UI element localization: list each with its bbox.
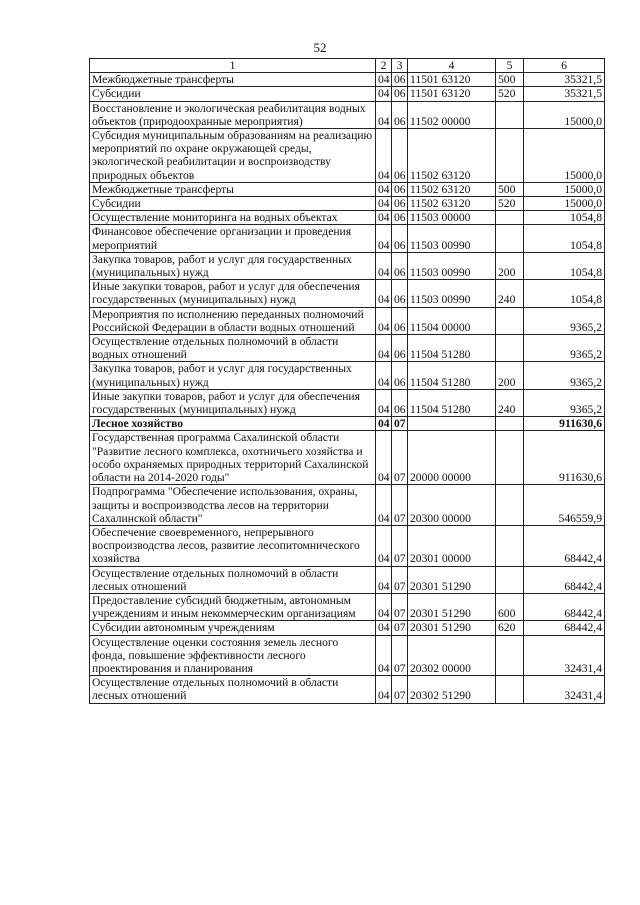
row-expense-type [496,129,524,183]
row-subsection: 06 [392,197,408,211]
row-amount: 9365,2 [524,335,605,362]
row-target-article: 11502 63120 [408,182,496,196]
row-target-article: 11502 63120 [408,129,496,183]
row-expense-type [496,211,524,225]
row-target-article: 11504 00000 [408,307,496,334]
row-name: Закупка товаров, работ и услуг для государственных (муниципальных) нужд [90,252,376,279]
row-amount: 68442,4 [524,525,605,566]
row-expense-type [496,676,524,703]
header-cell-3: 3 [392,59,408,73]
row-name: Закупка товаров, работ и услуг для государственных (муниципальных) нужд [90,362,376,389]
row-section: 04 [376,635,392,676]
row-name: Осуществление мониторинга на водных объектах [90,211,376,225]
table-row [90,280,605,307]
row-subsection: 07 [392,593,408,620]
table-row [90,593,605,620]
row-amount: 15000,0 [524,197,605,211]
row-amount: 1054,8 [524,225,605,252]
table-row [90,525,605,566]
row-expense-type: 500 [496,73,524,87]
row-subsection: 07 [392,676,408,703]
row-subsection: 06 [392,307,408,334]
table-row [90,225,605,252]
header-cell-4: 4 [408,59,496,73]
header-cell-1: 1 [90,59,376,73]
row-subsection: 06 [392,335,408,362]
row-target-article [408,417,496,431]
row-subsection: 07 [392,485,408,526]
row-target-article: 11504 51280 [408,362,496,389]
row-section: 04 [376,389,392,416]
row-section: 04 [376,525,392,566]
row-section: 04 [376,676,392,703]
row-target-article: 20300 00000 [408,485,496,526]
row-section: 04 [376,225,392,252]
row-amount: 68442,4 [524,621,605,635]
row-subsection: 06 [392,87,408,101]
row-section: 04 [376,280,392,307]
row-name: Субсидии автономным учреждениям [90,621,376,635]
table-row [90,566,605,593]
row-section: 04 [376,211,392,225]
row-subsection: 06 [392,129,408,183]
row-expense-type [496,417,524,431]
row-target-article: 11503 00990 [408,225,496,252]
header-cell-6: 6 [524,59,605,73]
row-subsection: 06 [392,182,408,196]
row-amount: 68442,4 [524,593,605,620]
table-row [90,129,605,183]
row-expense-type: 620 [496,621,524,635]
row-target-article: 20302 00000 [408,635,496,676]
row-subsection: 06 [392,362,408,389]
table-header-row [90,59,605,73]
row-subsection: 06 [392,225,408,252]
table-row [90,211,605,225]
row-expense-type [496,566,524,593]
row-expense-type: 200 [496,362,524,389]
row-name: Осуществление отдельных полномочий в области лесных отношений [90,676,376,703]
table-row [90,182,605,196]
row-expense-type: 520 [496,197,524,211]
row-subsection: 06 [392,211,408,225]
row-name: Мероприятия по исполнению переданных полномочий Российской Федерации в области водных отношений [90,307,376,334]
row-section: 04 [376,485,392,526]
row-name: Межбюджетные трансферты [90,182,376,196]
row-expense-type [496,225,524,252]
table-row [90,389,605,416]
row-expense-type: 520 [496,87,524,101]
row-amount: 9365,2 [524,307,605,334]
row-subsection: 06 [392,389,408,416]
row-name: Финансовое обеспечение организации и проведения мероприятий [90,225,376,252]
row-target-article: 11502 63120 [408,197,496,211]
row-amount: 35321,5 [524,87,605,101]
row-amount: 1054,8 [524,252,605,279]
row-target-article: 11503 00990 [408,280,496,307]
row-name: Субсидия муниципальным образованиям на реализацию мероприятий по охране окружающей среды, экологической реабилитации и воспроизводству природных объектов [90,129,376,183]
row-name: Межбюджетные трансферты [90,73,376,87]
row-target-article: 11501 63120 [408,87,496,101]
row-expense-type [496,525,524,566]
table-row [90,335,605,362]
row-subsection: 07 [392,566,408,593]
row-amount: 35321,5 [524,73,605,87]
row-expense-type [496,101,524,128]
row-name: Обеспечение своевременного, непрерывного воспроизводства лесов, развитие лесопитомнического хозяйства [90,525,376,566]
row-name: Предоставление субсидий бюджетным, автономным учреждениям и иным некоммерческим организациям [90,593,376,620]
row-subsection: 07 [392,635,408,676]
row-target-article: 20301 00000 [408,525,496,566]
table-row [90,621,605,635]
row-name: Лесное хозяйство [90,417,376,431]
row-amount: 68442,4 [524,566,605,593]
row-name: Иные закупки товаров, работ и услуг для обеспечения государственных (муниципальных) нужд [90,280,376,307]
row-expense-type [496,635,524,676]
row-expense-type [496,431,524,485]
row-target-article: 11502 00000 [408,101,496,128]
row-amount: 15000,0 [524,182,605,196]
table-row [90,307,605,334]
row-name: Осуществление отдельных полномочий в области водных отношений [90,335,376,362]
row-target-article: 11503 00000 [408,211,496,225]
row-section: 04 [376,566,392,593]
row-section: 04 [376,252,392,279]
row-amount: 32431,4 [524,676,605,703]
row-section: 04 [376,335,392,362]
row-amount: 9365,2 [524,389,605,416]
row-name: Осуществление отдельных полномочий в области лесных отношений [90,566,376,593]
row-name: Подпрограмма "Обеспечение использования, охраны, защиты и воспроизводства лесов на территории Сахалинской области" [90,485,376,526]
row-name: Государственная программа Сахалинской области "Развитие лесного комплекса, охотничьего хозяйства и особо охраняемых природных территорий Сахалинской области на 2014-2020 годы" [90,431,376,485]
row-section: 04 [376,593,392,620]
row-section: 04 [376,307,392,334]
row-expense-type: 600 [496,593,524,620]
row-amount: 15000,0 [524,129,605,183]
row-expense-type: 500 [496,182,524,196]
page-number: 52 [313,40,327,55]
table-row [90,676,605,703]
row-section: 04 [376,129,392,183]
row-expense-type: 240 [496,389,524,416]
header-cell-2: 2 [376,59,392,73]
row-section: 04 [376,362,392,389]
row-section: 04 [376,101,392,128]
table-row [90,635,605,676]
row-section: 04 [376,87,392,101]
row-expense-type: 240 [496,280,524,307]
row-target-article: 20000 00000 [408,431,496,485]
row-amount: 1054,8 [524,211,605,225]
row-amount: 911630,6 [524,431,605,485]
row-section: 04 [376,73,392,87]
table-row [90,431,605,485]
row-expense-type: 200 [496,252,524,279]
row-target-article: 20301 51290 [408,566,496,593]
row-target-article: 20301 51290 [408,593,496,620]
table-row [90,362,605,389]
row-target-article: 20301 51290 [408,621,496,635]
row-target-article: 11504 51280 [408,389,496,416]
row-subsection: 06 [392,252,408,279]
row-section: 04 [376,197,392,211]
row-target-article: 11501 63120 [408,73,496,87]
header-cell-5: 5 [496,59,524,73]
row-subsection: 07 [392,525,408,566]
row-name: Субсидии [90,87,376,101]
row-target-article: 11504 51280 [408,335,496,362]
row-section: 04 [376,431,392,485]
row-amount: 911630,6 [524,417,605,431]
row-subsection: 06 [392,280,408,307]
row-name: Осуществление оценки состояния земель лесного фонда, повышение эффективности лесного проектирования и планирования [90,635,376,676]
row-name: Иные закупки товаров, работ и услуг для обеспечения государственных (муниципальных) нужд [90,389,376,416]
row-section: 04 [376,621,392,635]
row-section: 04 [376,182,392,196]
row-amount: 1054,8 [524,280,605,307]
table-row [90,417,605,431]
row-name: Субсидии [90,197,376,211]
table-row [90,73,605,87]
row-subsection: 06 [392,73,408,87]
row-expense-type [496,335,524,362]
row-target-article: 11503 00990 [408,252,496,279]
row-section: 04 [376,417,392,431]
row-name: Восстановление и экологическая реабилитация водных объектов (природоохранные мероприятия) [90,101,376,128]
table-row [90,485,605,526]
row-subsection: 07 [392,621,408,635]
row-amount: 546559,9 [524,485,605,526]
row-expense-type [496,485,524,526]
row-amount: 32431,4 [524,635,605,676]
row-subsection: 07 [392,417,408,431]
row-expense-type [496,307,524,334]
row-subsection: 07 [392,431,408,485]
row-amount: 15000,0 [524,101,605,128]
row-target-article: 20302 51290 [408,676,496,703]
budget-table [89,58,605,704]
row-subsection: 06 [392,101,408,128]
table-row [90,101,605,128]
table-row [90,252,605,279]
table-row [90,87,605,101]
table-row [90,197,605,211]
row-amount: 9365,2 [524,362,605,389]
